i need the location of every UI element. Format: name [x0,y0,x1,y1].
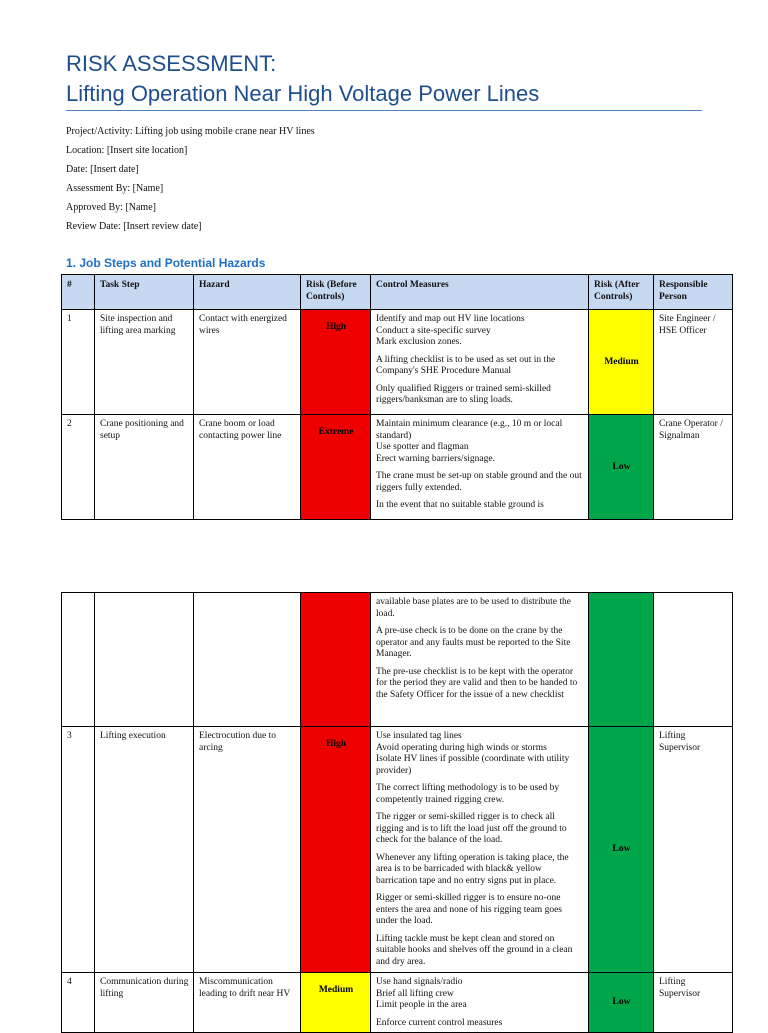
control-measures-cell [371,415,589,520]
control-measures-cell [371,727,589,973]
control-measure-paragraph: A pre-use check is to be done on the crane by the operator and any faults must be reported to the Site Manager. [376,626,571,659]
risk-before-badge: High [301,310,371,415]
hazard-cell [194,593,301,727]
task-step-cell: Communication during lifting [95,973,194,1033]
control-measure-paragraph: Rigger or semi-skilled rigger is to ensure no-one enters the area and none of his rigging team goes under the load. [376,893,562,926]
control-measure-paragraph: In the event that no suitable stable ground is [376,500,544,510]
column-header: Task Step [95,275,194,310]
control-measure-paragraph: The crane must be set-up on stable ground and the out riggers fully extended. [376,471,582,493]
table-row [62,310,733,415]
column-header: Risk (Before Controls) [301,275,371,310]
control-measure-paragraph: Only qualified Riggers or trained semi-skilled riggers/banksman are to sling loads. [376,383,551,405]
row-number-cell: 2 [62,415,95,520]
responsible-person-cell [654,593,733,727]
control-measure-paragraph: The pre-use checklist is to be kept with the operator for the period they are valid and then to be handed to the Safety Officer for the issue of a new checklist [376,666,578,700]
control-measure-paragraph: Identify and map out HV line locations Conduct a site-specific survey Mark exclusion zones. [376,314,525,347]
risk-after-badge: Low [589,973,654,1033]
task-step-cell: Site inspection and lifting area marking [95,310,194,415]
column-header: # [62,275,95,310]
risk-after-badge: Low [589,727,654,973]
control-measure-paragraph: Lifting tackle must be kept clean and stored on suitable hooks and shelves off the ground in a clean and dry area. [376,933,573,967]
control-measure-paragraph: Maintain minimum clearance (e.g., 10 m or local standard) Use spotter and flagman Erect warning barriers/signage. [376,419,563,464]
meta-project: Project/Activity: Lifting job using mobile crane near HV lines [66,126,315,137]
task-step-cell: Lifting execution [95,727,194,973]
title-divider [66,110,702,111]
column-header: Control Measures [371,275,589,310]
document-subtitle: Lifting Operation Near High Voltage Power Lines [66,81,540,106]
table-row [62,727,733,973]
risk-after-badge: Low [589,415,654,520]
row-number-cell: 4 [62,973,95,1033]
risk-after-badge: Medium [589,310,654,415]
row-number-cell: 3 [62,727,95,973]
responsible-person-cell: Crane Operator / Signalman [654,415,733,520]
meta-location: Location: [Insert site location] [66,145,188,156]
meta-assessment-by: Assessment By: [Name] [66,183,164,194]
risk-table-page-1 [61,274,733,520]
hazard-cell: Miscommunication leading to drift near HV [194,973,301,1033]
section-heading-job-steps: 1. Job Steps and Potential Hazards [66,256,266,270]
row-number-cell: 1 [62,310,95,415]
meta-date: Date: [Insert date] [66,164,139,175]
column-header: Risk (After Controls) [589,275,654,310]
control-measures-cell [371,593,589,727]
control-measure-paragraph: A lifting checklist is to be used as set out in the Company's SHE Procedure Manual [376,354,556,376]
hazard-cell: Electrocution due to arcing [194,727,301,973]
risk-after-badge [589,593,654,727]
control-measure-paragraph: Use hand signals/radio Brief all lifting crew Limit people in the area [376,977,467,1010]
responsible-person-cell: Lifting Supervisor [654,973,733,1033]
meta-approved-by: Approved By: [Name] [66,202,156,213]
meta-review-date: Review Date: [Insert review date] [66,221,202,232]
column-header: Hazard [194,275,301,310]
hazard-cell: Crane boom or load contacting power line [194,415,301,520]
risk-before-badge: Extreme [301,415,371,520]
table-header-row [62,275,733,310]
column-header: Responsible Person [654,275,733,310]
control-measure-paragraph: Whenever any lifting operation is taking place, the area is to be barricaded with black& yellow barrication tape and no entry signs put in place. [376,852,569,886]
hazard-cell: Contact with energized wires [194,310,301,415]
table-row [62,593,733,727]
risk-before-badge: Medium [301,973,371,1033]
risk-before-badge: High [301,727,371,973]
control-measure-paragraph: available base plates are to be used to distribute the load. [376,597,571,619]
task-step-cell [95,593,194,727]
control-measure-paragraph: The correct lifting methodology is to be used by competently trained rigging crew. [376,783,560,805]
control-measure-paragraph: Enforce current control measures [376,1017,503,1028]
control-measures-cell [371,310,589,415]
risk-before-badge [301,593,371,727]
task-step-cell: Crane positioning and setup [95,415,194,520]
control-measure-paragraph: Use insulated tag lines Avoid operating during high winds or storms Isolate HV lines if possible (coordinate with utility provider) [376,731,570,776]
table-row [62,415,733,520]
risk-table-page-2 [61,592,733,1033]
row-number-cell [62,593,95,727]
control-measure-paragraph: The rigger or semi-skilled rigger is to check all rigging and is to lift the load just off the ground to check for the balance of the load. [376,812,567,845]
responsible-person-cell: Lifting Supervisor [654,727,733,973]
document-title: RISK ASSESSMENT: [66,51,277,76]
responsible-person-cell: Site Engineer / HSE Officer [654,310,733,415]
